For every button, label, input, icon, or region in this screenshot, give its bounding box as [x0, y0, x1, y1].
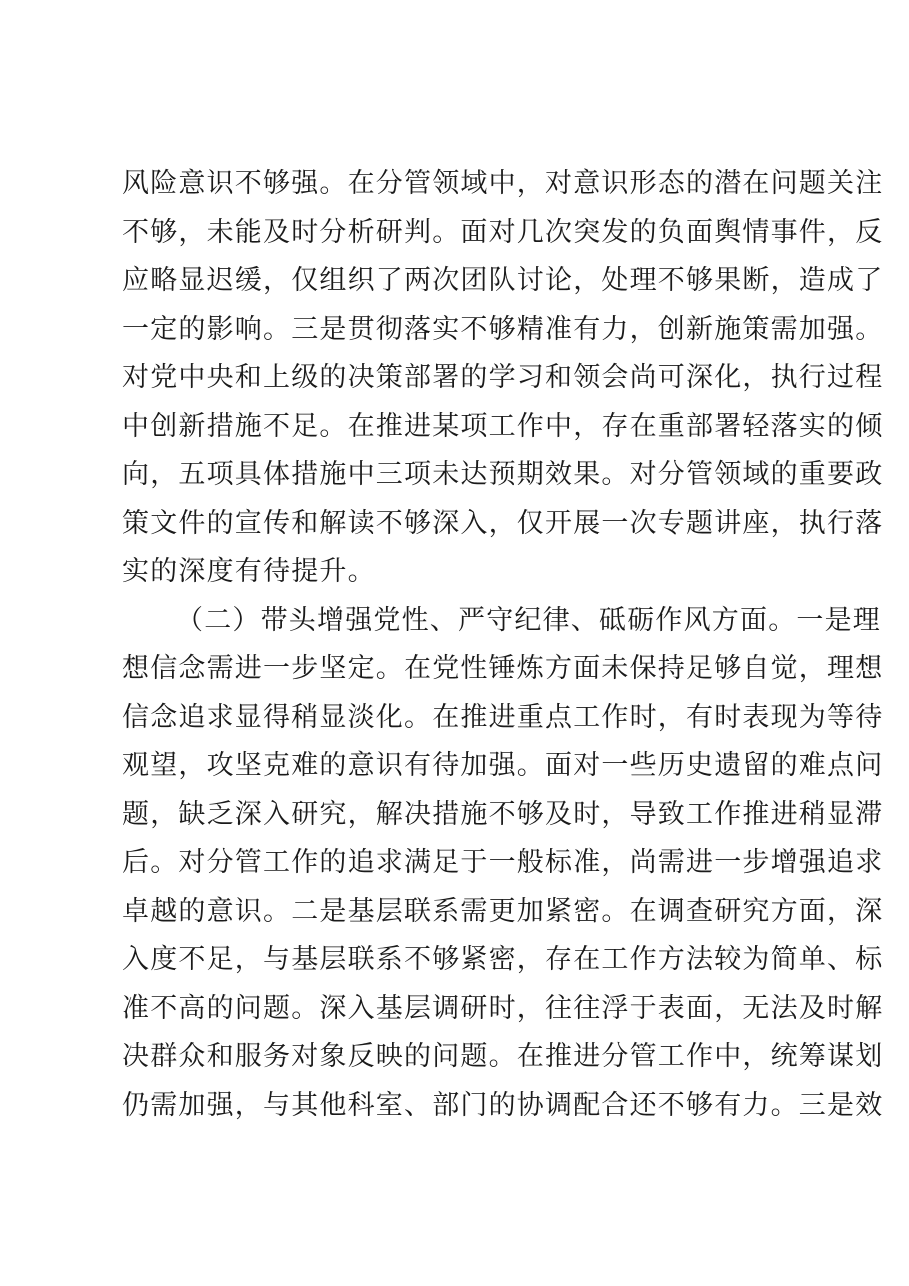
section-heading-line: （二）带头增强党性、严守纪律、砥砺作风方面。一是理: [176, 604, 881, 636]
text-line: 仍需加强，与其他科室、部门的协调配合还不够有力。三是效: [122, 1089, 884, 1121]
text-line: 一定的影响。三是贯彻落实不够精准有力，创新施策需加强。: [122, 313, 884, 345]
text-line: 不够，未能及时分析研判。面对几次突发的负面舆情事件，反: [122, 216, 884, 248]
text-line: 中创新措施不足。在推进某项工作中，存在重部署轻落实的倾: [122, 410, 884, 442]
text-line: 卓越的意识。二是基层联系需更加紧密。在调查研究方面，深: [122, 895, 884, 927]
text-line: 向，五项具体措施中三项未达预期效果。对分管领域的重要政: [122, 459, 884, 490]
text-line: 策文件的宣传和解读不够深入，仅开展一次专题讲座，执行落: [122, 507, 884, 539]
text-line: 后。对分管工作的追求满足于一般标准，尚需进一步增强追求: [122, 847, 884, 878]
text-line: 风险意识不够强。在分管领域中，对意识形态的潜在问题关注: [122, 168, 884, 199]
text-line: 对党中央和上级的决策部署的学习和领会尚可深化，执行过程: [122, 362, 884, 393]
text-line: 想信念需进一步坚定。在党性锤炼方面未保持足够自觉，理想: [122, 653, 884, 684]
text-line: 题，缺乏深入研究，解决措施不够及时，导致工作推进稍显滞: [122, 798, 884, 830]
text-line: 决群众和服务对象反映的问题。在推进分管工作中，统筹谋划: [122, 1041, 884, 1072]
text-line: 准不高的问题。深入基层调研时，往往浮于表面，无法及时解: [122, 992, 884, 1024]
text-line: 入度不足，与基层联系不够紧密，存在工作方法较为简单、标: [122, 944, 884, 975]
text-line: 信念追求显得稍显淡化。在推进重点工作时，有时表现为等待: [122, 701, 884, 733]
text-line: 观望，攻坚克难的意识有待加强。面对一些历史遗留的难点问: [122, 750, 884, 781]
text-line: 应略显迟缓，仅组织了两次团队讨论，处理不够果断，造成了: [122, 265, 884, 296]
document-body-text: [122, 160, 884, 1130]
text-line: 实的深度有待提升。: [122, 556, 376, 587]
